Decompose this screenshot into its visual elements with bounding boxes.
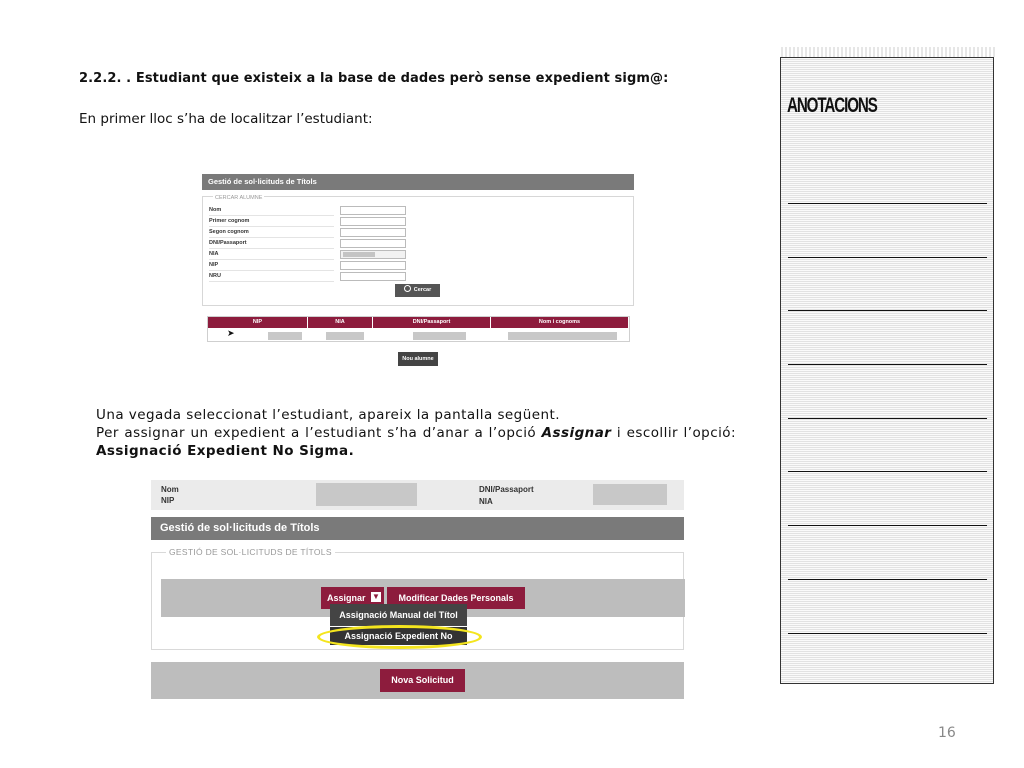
note-line — [788, 471, 987, 472]
field-label-nip: NIP — [209, 260, 334, 271]
search-legend: CERCAR ALUMNE — [215, 195, 263, 201]
note-line — [788, 525, 987, 526]
page-number: 16 — [938, 725, 956, 741]
field-label-nom: Nom — [209, 205, 334, 216]
th-nia: NIA — [308, 317, 373, 328]
note-line — [788, 633, 987, 634]
chevron-down-icon: ▼ — [372, 592, 380, 601]
highlight-oval — [317, 625, 482, 649]
gestio-legend: GESTIÓ DE SOL·LICITUDS DE TÍTOLS — [166, 547, 335, 557]
field-label-primer-cognom: Primer cognom — [209, 216, 334, 227]
field-label-nru: NRU — [209, 271, 334, 282]
info-value-dni-nia — [593, 484, 667, 505]
nip-input[interactable] — [340, 261, 406, 270]
th-nip: NIP — [208, 317, 308, 328]
notes-top-strip — [781, 47, 995, 57]
search-icon — [404, 285, 411, 292]
nia-input[interactable] — [340, 250, 406, 259]
note-line — [788, 579, 987, 580]
nru-input[interactable] — [340, 272, 406, 281]
instructions-prefix: Per assignar un expedient a l’estudiant s’ha d’anar a l’opció — [96, 425, 542, 441]
th-nom-cognoms: Nom i cognoms — [491, 317, 629, 328]
note-line — [788, 418, 987, 419]
note-line — [788, 364, 987, 365]
intro-text: En primer lloc s’ha de localitzar l’estudiant: — [79, 111, 373, 127]
cursor-icon: ➤ — [227, 328, 235, 338]
info-label-dni: DNI/Passaport — [479, 485, 534, 494]
notes-title: ANOTACIONS — [787, 94, 877, 117]
results-table-header — [208, 317, 629, 328]
nom-input[interactable] — [340, 206, 406, 215]
assignar-label: Assignar — [327, 593, 366, 603]
table-cell-nom[interactable] — [508, 332, 617, 340]
dni-input[interactable] — [340, 239, 406, 248]
cercar-label: Cercar — [413, 287, 432, 293]
search-screen-title: Gestió de sol·licituds de Títols — [202, 174, 634, 190]
option-strong: Assignació Expedient No Sigma. — [96, 443, 355, 459]
results-table — [207, 316, 630, 342]
info-label-nia: NIA — [479, 497, 493, 506]
info-label-nom: Nom — [161, 485, 179, 494]
assignar-emphasis: Assignar — [541, 425, 612, 441]
instructions-line-2 — [96, 424, 736, 460]
nova-solicitud-button[interactable]: Nova Solicitud — [380, 669, 465, 692]
student-info-bar — [151, 480, 684, 510]
instructions-paragraph — [96, 406, 736, 460]
menu-item-assignacio-manual[interactable]: Assignació Manual del Títol — [330, 604, 467, 626]
note-line — [788, 203, 987, 204]
section-heading: 2.2.2. . Estudiant que existeix a la base de dades però sense expedient sigm@: — [79, 71, 669, 86]
field-label-segon-cognom: Segon cognom — [209, 227, 334, 238]
instructions-line-1: Una vegada seleccionat l’estudiant, apareix la pantalla següent. — [96, 407, 560, 423]
table-cell-dni[interactable] — [413, 332, 466, 340]
cercar-button[interactable] — [395, 284, 440, 297]
menu-item-assignacio-no-sigma[interactable]: Assignació Expedient No Sigma — [330, 627, 467, 645]
field-label-dni: DNI/Passaport — [209, 238, 334, 249]
instructions-suffix: i escollir l’opció: — [611, 425, 736, 441]
nou-alumne-button[interactable]: Nou alumne — [398, 352, 438, 366]
note-line — [788, 310, 987, 311]
table-cell-nip[interactable] — [268, 332, 302, 340]
segon-cognom-input[interactable] — [340, 228, 406, 237]
info-label-nip: NIP — [161, 496, 175, 505]
primer-cognom-input[interactable] — [340, 217, 406, 226]
note-line — [788, 257, 987, 258]
gestio-title-bar: Gestió de sol·licituds de Títols — [151, 517, 684, 540]
search-student-screenshot — [202, 172, 635, 372]
modificar-dades-button[interactable]: Modificar Dades Personals — [387, 587, 525, 609]
notes-panel — [780, 57, 994, 684]
assign-expedient-screenshot — [151, 480, 684, 702]
field-label-nia: NIA — [209, 249, 334, 260]
table-cell-nia[interactable] — [326, 332, 364, 340]
th-dni: DNI/Passaport — [373, 317, 491, 328]
info-value-nom-nip — [316, 483, 417, 506]
